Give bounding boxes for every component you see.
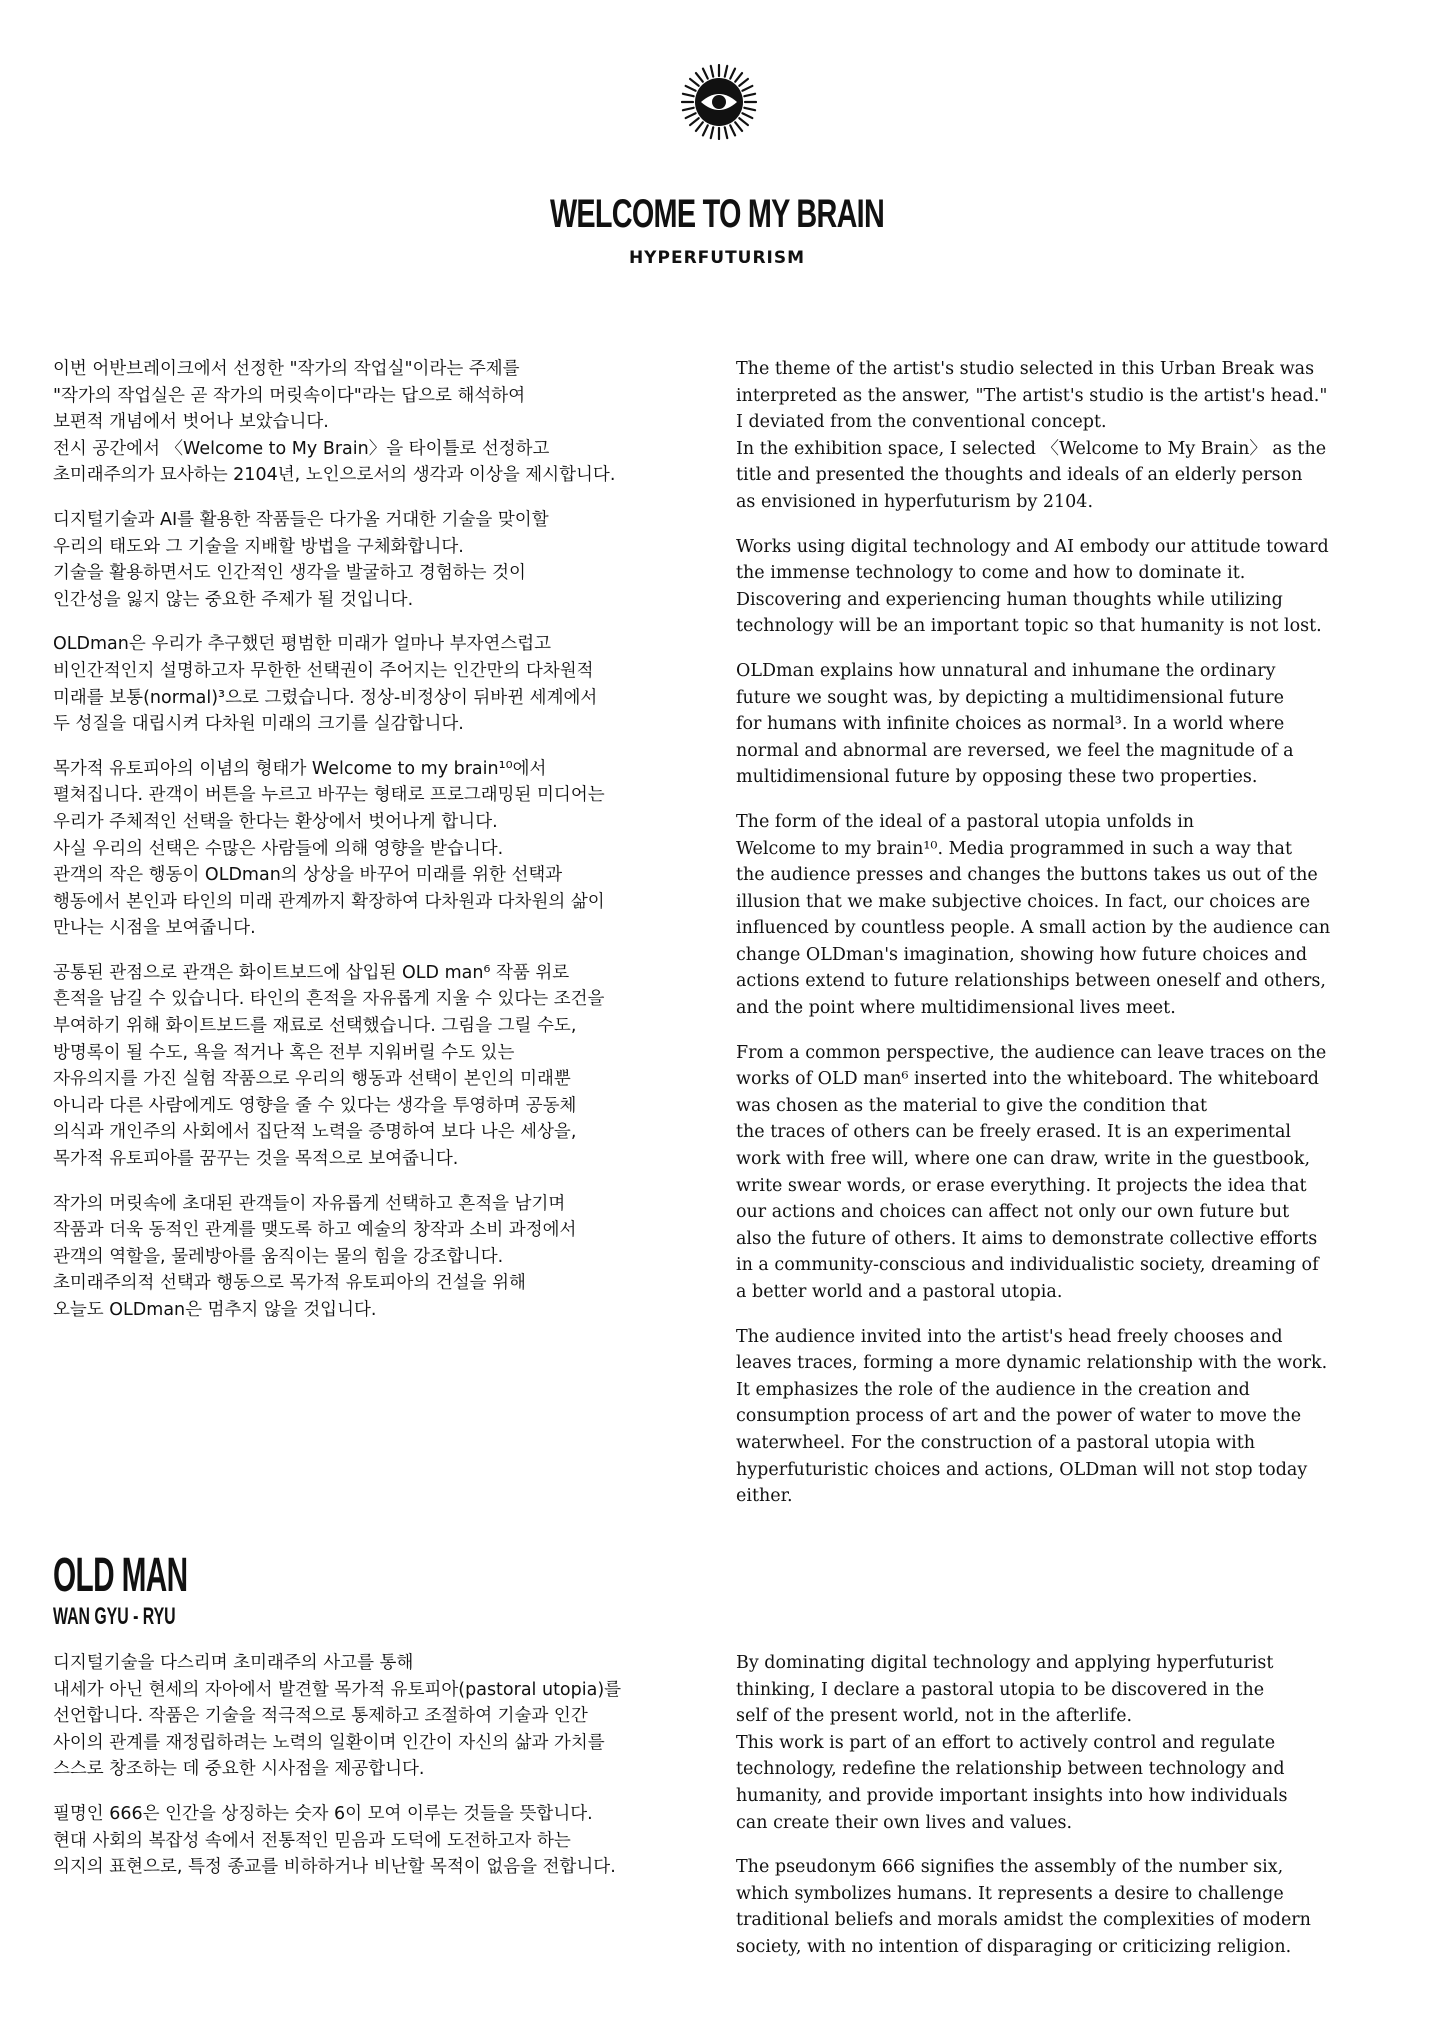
korean-paragraph: 공통된 관점으로 관객은 화이트보드에 삽입된 OLD man⁶ 작품 위로 흔적을 남길 수 있습니다. 타인의 흔적을 자유롭게 지울 수 있다는 조건을 부여하기 위해 화이트보드를 재료로 선택했습니다. 그림을 그릴 수도, 방명록이 될 수도, 욕을 적거나 혹은 전부 지워버릴 수도 있는 자유의지를 가진 실험 작품으로 우리의 행동과 선택이 본인의 미래뿐 아니라 다른 사람에게도 영향을 줄 수 있다는 생각을 투영하며 공동체 의식과 개인주의 사회에서 집단적 노력을 증명하여 보다 나은 세상을, 목가적 유토피아를 꿈꾸는 것을 목적으로 보여줍니다. [53, 962, 605, 1170]
artist-name: WAN GYU - RYU [53, 1603, 176, 1630]
english-paragraph: The form of the ideal of a pastoral utopia unfolds in Welcome to my brain¹⁰. Media programmed in such a way that the audience presses and changes the buttons takes us out of the illusion that we make subjective choices. In fact, our choices are influenced by countless people. A small action by the audience can change OLDman's imagination, showing how future choices and actions extend to future relationships between oneself and others, and the point where multidimensional lives meet. [736, 811, 1331, 1019]
page-subtitle: HYPERFUTURISM [628, 248, 806, 268]
korean-paragraph: 필명인 666은 인간을 상징하는 숫자 6이 모여 이루는 것들을 뜻합니다. 현대 사회의 복잡성 속에서 전통적인 믿음과 도덕에 도전하고자 하는 의지의 표현으로, 특정 종교를 비하하거나 비난할 목적이 없음을 전합니다. [53, 1803, 616, 1878]
english-paragraph: By dominating digital technology and applying hyperfuturist thinking, I declare a pastoral utopia to be discovered in the self of the present world, not in the afterlife. This work is part of an effort to actively control and regulate technology, redefine the relationship between technology and humanity, and provide important insights into how individuals can create their own lives and values. [736, 1653, 1288, 1833]
english-paragraph: From a common perspective, the audience can leave traces on the works of OLD man⁶ inserted into the whiteboard. The whiteboard was chosen as the material to give the condition that the traces of others can be freely erased. It is an experimental work with free will, where one can draw, write in the guestbook, write swear words, or erase everything. It projects the idea that our actions and choices can affect not only our own future but also the future of others. It aims to demonstrate collective efforts in a community-conscious and individualistic society, dreaming of a better world and a pastoral utopia. [736, 1042, 1327, 1302]
english-column-artist [736, 1650, 1396, 1979]
korean-paragraph: 디지털기술과 AI를 활용한 작품들은 다가올 거대한 기술을 맞이할 우리의 태도와 그 기술을 지배할 방법을 구체화합니다. 기술을 활용하면서도 인간적인 생각을 발굴하고 경험하는 것이 인간성을 잃지 않는 중요한 주제가 될 것입니다. [53, 509, 549, 610]
korean-paragraph: 디지털기술을 다스리며 초미래주의 사고를 통해 내세가 아닌 현세의 자아에서 발견할 목가적 유토피아(pastoral utopia)를 선언합니다. 작품은 기술을 적극적으로 통제하고 조절하여 기술과 인간 사이의 관계를 재정립하려는 노력의 일환이며 인간이 자신의 삶과 가치를 스스로 창조하는 데 중요한 시사점을 제공합니다. [53, 1653, 622, 1780]
eye-sun-icon [681, 64, 757, 140]
korean-paragraph: OLDman은 우리가 추구했던 평범한 미래가 얼마나 부자연스럽고 비인간적인지 설명하고자 무한한 선택권이 주어지는 인간만의 다차원적 미래를 보통(normal)³으로 그렸습니다. 정상-비정상이 뒤바뀐 세계에서 두 성질을 대립시켜 다차원 미래의 크기를 실감합니다. [53, 634, 598, 735]
english-paragraph: The audience invited into the artist's head freely chooses and leaves traces, forming a more dynamic relationship with the work. It emphasizes the role of the audience in the creation and consumption process of art and the power of water to move the waterwheel. For the construction of a pastoral utopia with hyperfuturistic choices and actions, OLDman will not stop today either. [736, 1326, 1328, 1507]
english-column-intro [736, 356, 1396, 1528]
english-paragraph: The theme of the artist's studio selected in this Urban Break was interpreted as the answer, "The artist's studio is the artist's head." I deviated from the conventional concept. In the exhibition space, I selected 〈Welcome to My Brain〉 as the title and presented the thoughts and ideals of an elderly person as envisioned in hyperfuturism by 2104. [736, 359, 1328, 512]
english-paragraph: OLDman explains how unnatural and inhumane the ordinary future we sought was, by depicting a multidimensional future for humans with infinite choices as normal³. In a world where normal and abnormal are reversed, we feel the magnitude of a multidimensional future by opposing these two properties. [736, 660, 1294, 788]
artist-title: OLD MAN [53, 1549, 188, 1602]
korean-paragraph: 이번 어반브레이크에서 선정한 "작가의 작업실"이라는 주제를 "작가의 작업실은 곧 작가의 머릿속이다"라는 답으로 해석하여 보편적 개념에서 벗어나 보았습니다. 전시 공간에서 〈Welcome to My Brain〉을 타이틀로 선정하고 초미래주의가 묘사하는 2104년, 노인으로서의 생각과 이상을 제시합니다. [53, 359, 616, 486]
korean-paragraph: 목가적 유토피아의 이념의 형태가 Welcome to my brain¹⁰에서 펼쳐집니다. 관객이 버튼을 누르고 바꾸는 형태로 프로그래밍된 미디어는 우리가 주체적인 선택을 한다는 환상에서 벗어나게 합니다. 사실 우리의 선택은 수많은 사람들에 의해 영향을 받습니다. 관객의 작은 행동이 OLDman의 상상을 바꾸어 미래를 위한 선택과 행동에서 본인과 타인의 미래 관계까지 확장하여 다차원과 다차원의 삶이 만나는 시점을 보여줍니다. [53, 758, 605, 939]
korean-column-intro [53, 356, 713, 1342]
english-paragraph: The pseudonym 666 signifies the assembly of the number six, which symbolizes humans. It represents a desire to challenge traditional beliefs and morals amidst the complexities of modern society, with no intention of disparaging or criticizing religion. [736, 1857, 1311, 1957]
korean-paragraph: 작가의 머릿속에 초대된 관객들이 자유롭게 선택하고 흔적을 남기며 작품과 더욱 동적인 관계를 맺도록 하고 예술의 창작과 소비 과정에서 관객의 역할을, 물레방아를 움직이는 물의 힘을 강조합니다. 초미래주의적 선택과 행동으로 목가적 유토피아의 건설을 위해 오늘도 OLDman은 멈추지 않을 것입니다. [53, 1193, 577, 1320]
page-title: WELCOME TO MY BRAIN [549, 192, 885, 236]
english-paragraph: Works using digital technology and AI embody our attitude toward the immense technology to come and how to dominate it. Discovering and experiencing human thoughts while utilizing technology will be an important topic so that humanity is not lost. [736, 536, 1329, 637]
korean-column-artist [53, 1650, 713, 1899]
